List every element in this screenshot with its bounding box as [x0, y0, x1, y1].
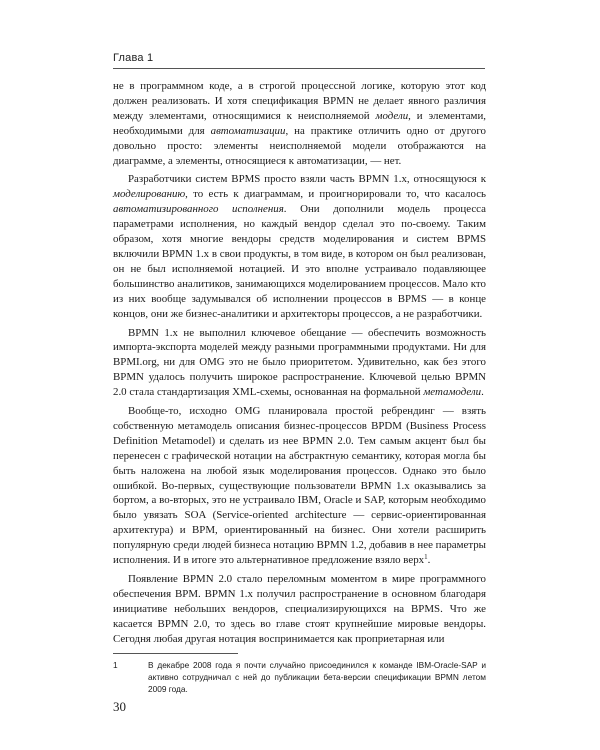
running-head-chapter: Глава 1 — [113, 52, 154, 64]
paragraph-1-italic-automation: автоматизации — [210, 124, 286, 137]
paragraph-4-text-1: Вообще-то, исходно OMG планировала простой ребрендинг — взять собственную метамодель описания бизнес-процессов BPDM (Business Process Definition Metamodel) и сделать из нее BPMN 2.0. Тем самым акцент был бы перенесен с графической нотации на абстрактную семантику, которая могла бы быть наложена на любой язык моделирования процессов. Однако это было ошибкой. Во-первых, существующие пользователи BPMN 1.x оказывались за бортом, а во-вторых, это не устраивало IBM, Oracle и SAP, которым необходимо было увязать SOA (Service-oriented architecture — сервис-ориентированная архитектура) и BPM, ориентированный на бизнес. Они хотели расширить популярную среди людей бизнеса нотацию BPMN 1.2, добавив в нее параметры исполнения. И в итоге это альтернативное предложение взяло верх — [113, 405, 486, 567]
paragraph-2-text-1: Разработчики систем BPMS просто взяли часть BPMN 1.x, относящуюся к — [128, 173, 486, 186]
paragraph-2-text-2: , то есть к диаграммам, и проигнорировали то, что касалось — [185, 188, 486, 201]
paragraph-3-text-1: BPMN 1.x не выполнил ключевое обещание — обеспечить возможность импорта-экспорта моделей между разными программными продуктами. Ни для BPMI.org, ни для OMG это не было приоритетом. Удивительно, как без этого BPMN удалось получить широкое распространение. Ключевой целью BPMN 2.0 стала стандартизация XML-схемы, основанная на формальной — [113, 326, 486, 399]
paragraph-1 — [113, 79, 486, 168]
paragraph-1-text-3: , на практике отличить одно от другого довольно просто: элементы неисполняемой модели отображаются на диаграмме, а элементы, относящиеся к автоматизации, — нет. — [113, 124, 487, 167]
footnote-text: В декабре 2008 года я почти случайно присоединился к команде IBM-Oracle-SAP и активно сотрудничал с ней до публикации бета-версии спецификации BPMN летом 2009 года. — [148, 660, 486, 694]
paragraph-4 — [113, 404, 486, 568]
header-rule — [113, 68, 485, 69]
paragraph-3 — [113, 326, 486, 401]
paragraph-1-text-2: , и элементами, необходимыми для — [113, 109, 486, 137]
footnote — [113, 659, 486, 695]
page-number: 30 — [113, 699, 126, 714]
footnote-reference[interactable]: 1 — [424, 553, 428, 562]
paragraph-5-text-1: Появление BPMN 2.0 стало переломным моментом в мире программного обеспечения BPM. BPMN 1.x получил распространение в основном благодаря инициативе небольших вендоров, специализирующихся на BPMS. Что же касается BPMN 2.0, то здесь во главе стоят крупнейшие мировые вендоры. Сегодня любая другая нотация воспринимается как проприетарная или — [113, 573, 486, 645]
paragraph-2 — [113, 172, 486, 321]
paragraph-3-italic-metamodel: метамодели — [423, 386, 482, 399]
paragraph-2-text-3: . Они дополнили модель процесса параметрами исполнения, но каждый вендор сделал это по-своему. Таким образом, хотя многие вендоры средств моделирования и систем BPMS включили BPMN 1.x в свои продукты, в том виде, в котором он был реализован, он не был исполняемой нотацией. И это вполне устраивало подавляющее большинство аналитиков, занимающихся моделированием процессов. Мало кто из них вообще задумывался об исполнении процессов в BPMS — в конце концов, они же бизнес-аналитики и архитекторы процессов, а не разработчики. — [113, 203, 486, 320]
paragraph-3-text-2: . — [481, 386, 484, 399]
paragraph-4-text-2: . — [427, 554, 431, 567]
paragraph-2-italic-execution: автоматизированного исполнения — [113, 203, 284, 216]
paragraph-5 — [113, 572, 486, 647]
paragraph-2-italic-modeling: моделированию — [113, 188, 186, 201]
footnote-number: 1 — [113, 660, 118, 670]
paragraph-1-text-1: не в программном коде, а в строгой процессной логике, которую этот код должен реализовать. И хотя спецификация BPMN не делает явного различия между элементами, относящимися к неисполняемой — [113, 80, 486, 122]
footnote-rule — [113, 653, 238, 654]
paragraph-1-italic-model: модели — [375, 109, 409, 122]
body-text — [113, 79, 486, 647]
